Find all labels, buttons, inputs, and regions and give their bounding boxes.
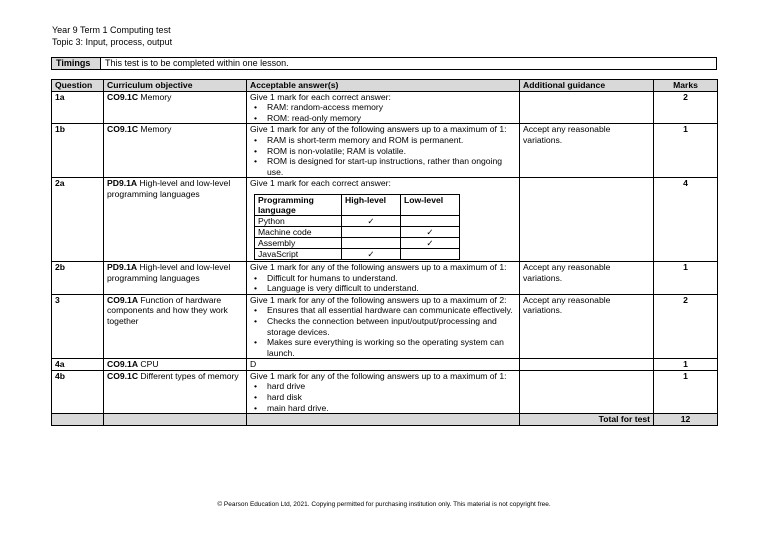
question-number: 2a bbox=[52, 178, 104, 262]
answer-intro: Give 1 mark for any of the following answers up to a maximum of 2: bbox=[250, 294, 507, 305]
marks-value: 1 bbox=[654, 124, 718, 178]
header-title: Year 9 Term 1 Computing test bbox=[52, 25, 171, 35]
table-row bbox=[52, 359, 718, 371]
question-number: 4b bbox=[52, 370, 104, 413]
additional-guidance: Accept any reasonable variations. bbox=[520, 294, 654, 359]
document-header bbox=[52, 24, 172, 48]
language-classification-table bbox=[254, 194, 460, 260]
answer-item: • ROM is non-volatile; RAM is volatile. bbox=[250, 146, 516, 157]
check-mark: ✓ bbox=[342, 248, 401, 259]
answer-item: • Difficult for humans to understand. bbox=[250, 273, 516, 284]
objective-code: CO9.1A bbox=[107, 359, 139, 370]
check-mark bbox=[342, 226, 401, 237]
table-row bbox=[52, 261, 718, 294]
answer-item: • main hard drive. bbox=[250, 403, 516, 414]
col-question: Question bbox=[52, 80, 104, 92]
total-label: Total for test bbox=[520, 414, 654, 426]
additional-guidance bbox=[520, 178, 654, 262]
answer-item: • ROM is designed for start-up instructions, rather than ongoing use. bbox=[250, 156, 516, 177]
objective-text: High-level and low-level programming languages bbox=[107, 261, 231, 283]
objective-code: CO9.1C bbox=[107, 91, 139, 102]
inner-row bbox=[255, 226, 460, 237]
acceptable-answers bbox=[247, 91, 520, 124]
inner-row bbox=[255, 215, 460, 226]
col-marks: Marks bbox=[654, 80, 718, 92]
objective-text: Function of hardware components and how they work together bbox=[107, 294, 228, 326]
table-header-row bbox=[52, 80, 718, 92]
marks-value: 2 bbox=[654, 91, 718, 124]
timings-label: Timings bbox=[52, 58, 101, 70]
question-number: 2b bbox=[52, 261, 104, 294]
marks-value: 2 bbox=[654, 294, 718, 359]
answer-list bbox=[250, 273, 516, 294]
additional-guidance: Accept any reasonable variations. bbox=[520, 261, 654, 294]
check-mark bbox=[401, 215, 460, 226]
objective-code: CO9.1C bbox=[107, 124, 139, 135]
check-mark: ✓ bbox=[401, 226, 460, 237]
check-mark: ✓ bbox=[401, 237, 460, 248]
marks-value: 4 bbox=[654, 178, 718, 262]
inner-row bbox=[255, 237, 460, 248]
acceptable-answers bbox=[247, 294, 520, 359]
copyright-footer: © Pearson Education Ltd, 2021. Copying permitted for purchasing institution only. This material is not copyright free. bbox=[217, 501, 551, 508]
answer-intro: Give 1 mark for any of the following answers up to a maximum of 1: bbox=[250, 370, 507, 381]
answer-item: • hard disk bbox=[250, 392, 516, 403]
answer-list bbox=[250, 381, 516, 413]
timings-text: This test is to be completed within one lesson. bbox=[101, 58, 717, 70]
acceptable-answers bbox=[247, 370, 520, 413]
table-row bbox=[52, 370, 718, 413]
answer-item: • Makes sure everything is working so the operating system can launch. bbox=[250, 337, 516, 358]
table-body bbox=[52, 91, 718, 414]
answer-item: • Language is very difficult to understand. bbox=[250, 283, 516, 294]
inner-header: High-level bbox=[342, 194, 401, 215]
total-row bbox=[52, 414, 718, 426]
marks-value: 1 bbox=[654, 359, 718, 371]
objective-code: PD9.1A bbox=[107, 261, 138, 272]
question-number: 4a bbox=[52, 359, 104, 371]
answer-intro: Give 1 mark for any of the following answers up to a maximum of 1: bbox=[250, 261, 507, 272]
answer-intro: D bbox=[250, 359, 257, 370]
total-marks: 12 bbox=[654, 414, 718, 426]
curriculum-objective bbox=[104, 91, 247, 124]
additional-guidance bbox=[520, 359, 654, 371]
language-name: Machine code bbox=[255, 226, 342, 237]
curriculum-objective bbox=[104, 294, 247, 359]
curriculum-objective bbox=[104, 370, 247, 413]
table-row bbox=[52, 178, 718, 262]
header-topic: Topic 3: Input, process, output bbox=[52, 37, 173, 47]
question-number: 3 bbox=[52, 294, 104, 359]
col-answers: Acceptable answer(s) bbox=[247, 80, 520, 92]
language-name: Assembly bbox=[255, 237, 342, 248]
answer-item: • ROM: read-only memory bbox=[250, 113, 516, 124]
question-number: 1b bbox=[52, 124, 104, 178]
objective-text: Memory bbox=[138, 91, 172, 102]
additional-guidance bbox=[520, 91, 654, 124]
objective-code: CO9.1A bbox=[107, 294, 139, 305]
acceptable-answers bbox=[247, 178, 520, 262]
check-mark bbox=[342, 237, 401, 248]
timings-table bbox=[51, 57, 717, 70]
objective-text: Different types of memory bbox=[138, 370, 239, 381]
language-name: JavaScript bbox=[255, 248, 342, 259]
answer-list bbox=[250, 135, 516, 177]
objective-code: PD9.1A bbox=[107, 178, 138, 189]
check-mark bbox=[401, 248, 460, 259]
additional-guidance bbox=[520, 370, 654, 413]
objective-code: CO9.1C bbox=[107, 370, 139, 381]
inner-header: Low-level bbox=[401, 194, 460, 215]
check-mark: ✓ bbox=[342, 215, 401, 226]
col-objective: Curriculum objective bbox=[104, 80, 247, 92]
mark-scheme-table bbox=[51, 79, 718, 426]
curriculum-objective bbox=[104, 178, 247, 262]
answer-list bbox=[250, 305, 516, 358]
objective-text: Memory bbox=[138, 124, 172, 135]
col-guidance: Additional guidance bbox=[520, 80, 654, 92]
marks-value: 1 bbox=[654, 370, 718, 413]
objective-text: CPU bbox=[138, 359, 159, 370]
answer-intro: Give 1 mark for any of the following answers up to a maximum of 1: bbox=[250, 124, 507, 135]
curriculum-objective bbox=[104, 359, 247, 371]
answer-intro: Give 1 mark for each correct answer: bbox=[250, 91, 391, 102]
acceptable-answers bbox=[247, 359, 520, 371]
objective-text: High-level and low-level programming languages bbox=[107, 178, 231, 199]
language-name: Python bbox=[255, 215, 342, 226]
curriculum-objective bbox=[104, 261, 247, 294]
question-number: 1a bbox=[52, 91, 104, 124]
table-row bbox=[52, 124, 718, 178]
inner-header: Programming language bbox=[255, 194, 342, 215]
marks-value: 1 bbox=[654, 261, 718, 294]
inner-row bbox=[255, 248, 460, 259]
table-row bbox=[52, 91, 718, 124]
table-row bbox=[52, 294, 718, 359]
answer-item: • Checks the connection between input/output/processing and storage devices. bbox=[250, 316, 516, 337]
acceptable-answers bbox=[247, 124, 520, 178]
answer-item: • RAM is short-term memory and ROM is permanent. bbox=[250, 135, 516, 146]
answer-item: • hard drive bbox=[250, 381, 516, 392]
answer-item: • Ensures that all essential hardware can communicate effectively. bbox=[250, 305, 516, 316]
answer-list bbox=[250, 102, 516, 123]
additional-guidance: Accept any reasonable variations. bbox=[520, 124, 654, 178]
acceptable-answers bbox=[247, 261, 520, 294]
curriculum-objective bbox=[104, 124, 247, 178]
answer-intro: Give 1 mark for each correct answer: bbox=[250, 178, 391, 189]
answer-item: • RAM: random-access memory bbox=[250, 102, 516, 113]
